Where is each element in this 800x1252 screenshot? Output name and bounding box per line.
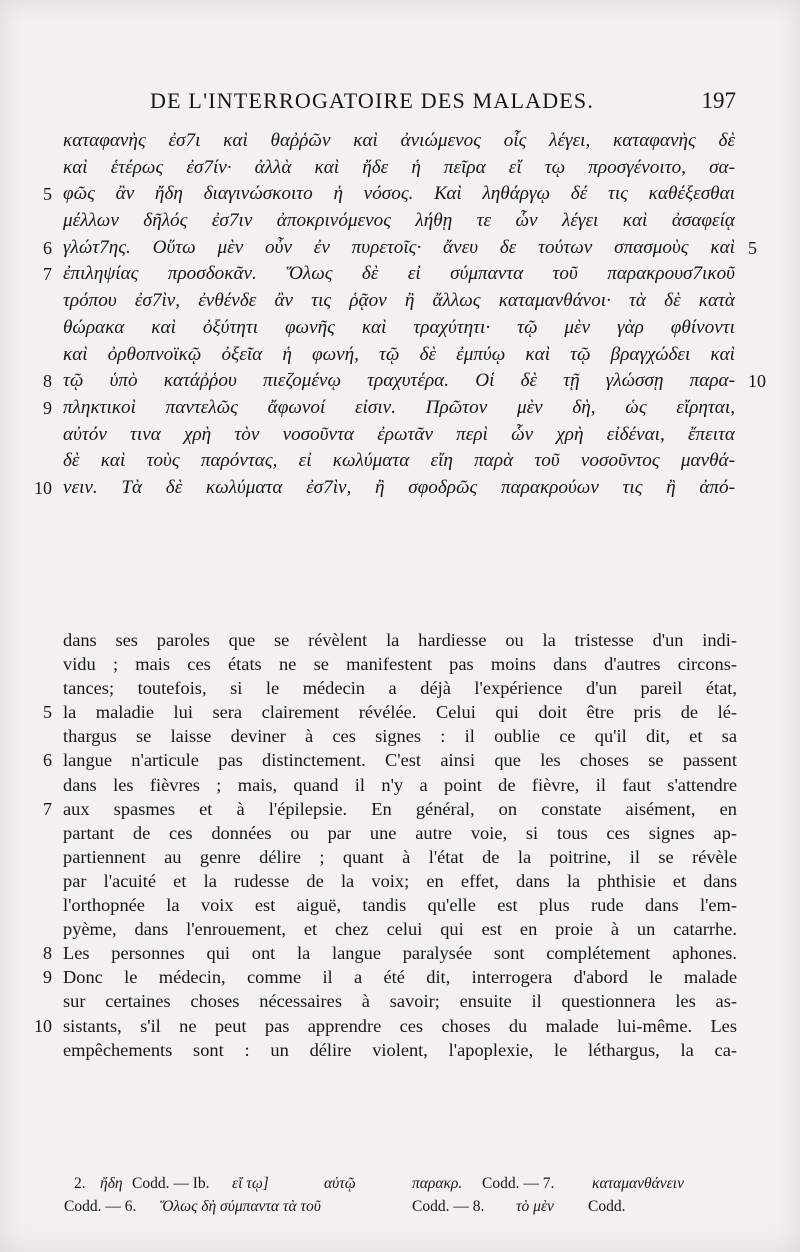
line-text: τῷ ὑπὸ κατάῤῥου πιεζομένῳ τραχυτέρα. Οἱ δὲ τῇ γλώσσῃ παρα- (63, 370, 735, 392)
running-title: DE L'INTERROGATOIRE DES MALADES. (150, 88, 595, 113)
page-number: 197 (701, 88, 736, 113)
greek-line (0, 315, 800, 342)
line-number: 9 (43, 967, 52, 988)
french-line (0, 989, 800, 1013)
line-text: καταφανὴς ἐσ7ι καὶ θαῤῥῶν καὶ ἀνιώμενος οἷς λέγει, καταφανὴς δὲ (63, 130, 735, 151)
line-number: 9 (43, 397, 52, 418)
footnote-segment: παρακρ. (412, 1175, 463, 1192)
running-header (62, 88, 742, 118)
footnote-segment: 2. (74, 1175, 86, 1192)
line-text: empêchements sont : un délire violent, l'apoplexie, le léthargus, la ca- (63, 1039, 737, 1060)
footnote-line (62, 1172, 742, 1195)
greek-line (0, 395, 800, 422)
line-text: partiennent au genre délire ; quant à l'état de la poitrine, il se révèle (63, 846, 737, 867)
french-line (0, 845, 800, 869)
line-number: 7 (43, 264, 52, 285)
line-text: langue n'articule pas distinctement. C'est ainsi que les choses se passent (63, 750, 737, 771)
line-text: dans ses paroles que se révèlent la hardiesse ou la tristesse d'un indi- (63, 630, 737, 650)
french-line (0, 965, 800, 989)
greek-line (0, 475, 800, 502)
line-number: 7 (43, 798, 52, 819)
footnote-segment: εἴ τῳ] (232, 1175, 269, 1192)
french-line (0, 869, 800, 893)
greek-line (0, 261, 800, 288)
line-text: thargus se laisse deviner à ces signes : il oublie ce qu'il dit, et sa (63, 726, 737, 747)
line-text: καὶ ὀρθοπνοϊκῷ ὀξεῖα ἡ φωνή, τῷ δὲ ἐμπύῳ καὶ τῷ βραγχώδει καὶ (63, 343, 735, 365)
line-number: 6 (43, 750, 52, 771)
line-text: Donc le médecin, comme il a été dit, interrogera d'abord le malade (63, 967, 737, 988)
line-number: 5 (43, 184, 52, 205)
line-number: 8 (43, 943, 52, 964)
line-text: Les personnes qui ont la langue paralysée sont complétement aphones. (63, 943, 737, 964)
line-text: τρόπου ἐσ7ὶν, ἐνθένδε ἂν τις ῥᾷον ἢ ἄλλως καταμανθάνοι· τὰ δὲ κατὰ (63, 290, 735, 312)
line-text: pyème, dans l'enrouement, et chez celui qui est en proie à un catarrhe. (63, 919, 737, 940)
footnotes (62, 1172, 742, 1218)
footnote-segment: Codd. — 6. (64, 1198, 137, 1215)
line-text: γλώτ7ης. Οὕτω μὲν οὖν ἐν πυρετοῖς· ἄνευ δε τούτων σπασμοὺς καὶ (63, 236, 735, 258)
line-text: θώρακα καὶ ὀξύτητι φωνῆς καὶ τραχύτητι· τῷ μὲν γὰρ φθίνοντι (63, 316, 735, 338)
footnote-segment: καταμανθάνειν (592, 1175, 684, 1192)
line-text: sur certaines choses nécessaires à savoir; ensuite il questionnera les as- (63, 991, 737, 1012)
french-line (0, 628, 800, 652)
french-line (0, 797, 800, 821)
french-line (0, 893, 800, 917)
line-text: νειν. Τὰ δὲ κωλύματα ἐσ7ὶν, ἢ σφοδρῶς παρακρούων τις ἢ ἀπό- (63, 476, 735, 498)
french-line (0, 652, 800, 676)
line-text: partant de ces données ou par une autre voie, si tous ces signes ap- (63, 822, 737, 843)
line-text: l'orthopnée la voix est aiguë, tandis qu'elle est plus rude dans l'em- (63, 895, 737, 916)
footnote-segment: αὐτῷ (324, 1175, 356, 1192)
line-text: πληκτικοὶ παντελῶς ἄφωνοί εἰσιν. Πρῶτον μὲν δὴ, ὡς εἴρηται, (63, 396, 735, 418)
french-line (0, 748, 800, 772)
french-translation-block (0, 628, 800, 1062)
line-number: 5 (43, 702, 52, 723)
line-number: 10 (34, 1015, 52, 1036)
line-text: aux spasmes et à l'épilepsie. En général, on constate aisément, en (63, 798, 737, 819)
greek-line (0, 128, 800, 155)
greek-line (0, 422, 800, 449)
french-line (0, 941, 800, 965)
french-line (0, 1038, 800, 1062)
line-text: tances; toutefois, si le médecin a déjà l'expérience d'un pareil état, (63, 678, 737, 699)
greek-text-block (0, 128, 800, 502)
footnote-segment: Codd. — 7. (482, 1175, 555, 1192)
greek-line (0, 288, 800, 315)
greek-line (0, 368, 800, 395)
french-line (0, 1014, 800, 1038)
footnote-segment: ἤδη (100, 1175, 123, 1192)
french-line (0, 676, 800, 700)
line-number: 8 (43, 371, 52, 392)
line-text: par l'acuité et la rudesse de la voix; en effet, dans la phthisie et dans (63, 870, 737, 891)
footnote-segment: Codd. — 8. (412, 1198, 485, 1215)
greek-line (0, 155, 800, 182)
greek-line (0, 342, 800, 369)
greek-line (0, 448, 800, 475)
footnote-segment: Codd. — Ib. (132, 1175, 210, 1192)
greek-line (0, 181, 800, 208)
line-number: 6 (43, 237, 52, 258)
greek-line (0, 235, 800, 262)
footnote-line (62, 1195, 742, 1218)
margin-line-number: 10 (748, 371, 766, 392)
line-text: sistants, s'il ne peut pas apprendre ces choses du malade lui-même. Les (63, 1015, 737, 1036)
footnote-segment: Ὅλως δὴ σύμπαντα τὰ τοῦ (160, 1198, 321, 1215)
line-text: ἐπιληψίας προσδοκᾶν. Ὅλως δὲ εἰ σύμπαντα τοῦ παρακρουσ7ικοῦ (63, 263, 735, 285)
line-text: καὶ ἑτέρως ἐσ7ίν· ἀλλὰ καὶ ἤδε ἡ πεῖρα εἴ τῳ προσγένοιτο, σα- (63, 156, 735, 178)
french-line (0, 773, 800, 797)
margin-line-number: 5 (748, 237, 757, 258)
line-text: φῶς ἂν ἤδη διαγινώσκοιτο ἡ νόσος. Καὶ ληθάργῳ δέ τις καθέξεσθαι (63, 183, 735, 205)
line-text: μέλλων δῆλός ἐσ7ιν ἀποκρινόμενος λήθῃ τε ὧν λέγει καὶ ἀσαφείᾳ (63, 210, 735, 232)
french-line (0, 700, 800, 724)
line-text: αὐτόν τινα χρὴ τὸν νοσοῦντα ἐρωτᾶν περὶ ὧν χρὴ εἰδέναι, ἔπειτα (63, 423, 735, 445)
footnote-segment: Codd. (588, 1198, 626, 1215)
line-text: dans les fièvres ; mais, quand il n'y a point de fièvre, il faut s'attendre (63, 774, 737, 795)
line-text: δὲ καὶ τοὺς παρόντας, εἰ κωλύματα εἴη παρὰ τοῦ νοσοῦντος μανθά- (63, 450, 735, 472)
line-number: 10 (34, 477, 52, 498)
footnote-segment: τὸ μὲν (516, 1198, 554, 1215)
greek-line (0, 208, 800, 235)
french-line (0, 917, 800, 941)
french-line (0, 724, 800, 748)
line-text: vidu ; mais ces états ne se manifestent pas moins dans d'autres circons- (63, 654, 737, 675)
line-text: la maladie lui sera clairement révélée. Celui qui doit être pris de lé- (63, 702, 737, 723)
french-line (0, 821, 800, 845)
